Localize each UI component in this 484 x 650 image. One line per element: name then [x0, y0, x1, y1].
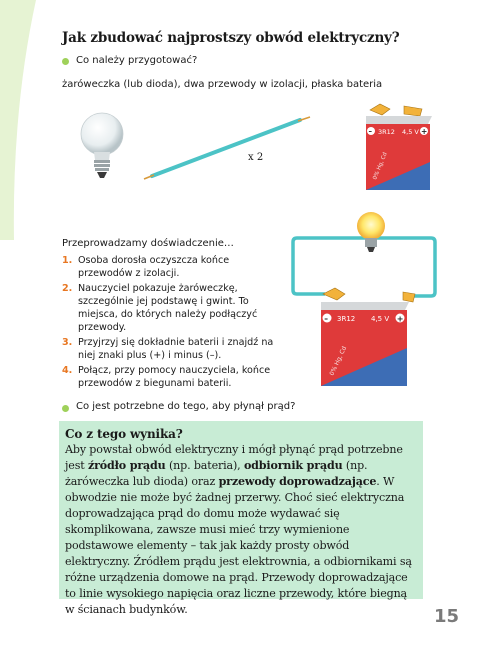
minus-sign: –	[368, 127, 372, 136]
materials-list: żaróweczka (lub dioda), dwa przewody w izolacji, płaska bateria	[62, 79, 383, 90]
term-receiver: odbiornik prądu	[243, 459, 343, 472]
step-number: 4.	[62, 365, 73, 376]
page-title: Jak zbudować najprostszy obwód elektryczny?	[62, 30, 400, 46]
plus-sign: +	[396, 314, 404, 324]
light-bulb-icon	[72, 110, 132, 190]
wire-icon	[140, 110, 315, 185]
battery-voltage: 4,5 V	[371, 315, 390, 323]
term-wires: przewody doprowadzające	[218, 475, 377, 488]
battery-model: 3R12	[378, 128, 395, 136]
battery-icon	[321, 288, 415, 386]
battery-voltage: 4,5 V	[402, 128, 419, 136]
step-text: Przyjrzyj się dokładnie baterii i znajdź na niej znaki plus (+) i minus (–).	[78, 337, 274, 361]
experiment-intro: Przeprowadzamy doświadczenie…	[62, 238, 234, 249]
plus-sign: +	[421, 127, 428, 136]
step-item	[62, 254, 280, 280]
question-prepare: Co należy przygotować?	[76, 55, 198, 66]
experiment-steps	[62, 254, 280, 392]
step-item	[62, 364, 280, 390]
summary-box	[59, 421, 423, 616]
battery-side-text: 0% Hg, Cd	[372, 151, 389, 181]
decorative-green-arc	[0, 0, 70, 240]
wire-count: x 2	[248, 152, 264, 163]
battery-side-text: 0% Hg, Cd	[328, 345, 349, 377]
page-number: 15	[434, 606, 460, 627]
summary-text: Aby powstał obwód elektryczny i mógł płynąć prąd potrzebne jest źródło prądu (np. bateria), odbiornik prądu (np. żaróweczka lub dioda) oraz przewody doprowadzające. W obwodzie nie może być żadnej przerwy. Choć sieć elektryczna doprowadzająca prąd do domu może wydawać się skomplikowana, zawsze musi mieć trzy wymienione podstawowe elementy – tak jak każdy prosty obwód elektryczny. Źródłem prądu jest elektrownia, a odbiornikami są różne urządzenia domowe na prąd. Przewody doprowadzające to linie wysokiego napięcia oraz liczne przewody, które biegną w ścianach budynków.	[65, 443, 412, 616]
minus-sign: –	[324, 314, 329, 323]
step-number: 1.	[62, 255, 73, 266]
circuit-illustration	[285, 208, 445, 398]
step-item	[62, 282, 280, 334]
battery-model: 3R12	[337, 315, 356, 323]
step-number: 3.	[62, 337, 73, 348]
step-number: 2.	[62, 283, 73, 294]
term-source: źródło prądu	[87, 459, 166, 472]
step-text: Połącz, przy pomocy nauczyciela, końce przewodów z biegunami baterii.	[78, 365, 271, 389]
battery-icon	[360, 100, 440, 195]
step-text: Nauczyciel pokazuje żaróweczkę, szczególnie jej podstawę i gwint. To miejsca, do których należy podłączyć przewody.	[78, 283, 258, 333]
bullet-icon	[62, 58, 69, 65]
question-current: Co jest potrzebne do tego, aby płynął prąd?	[76, 401, 296, 412]
step-text: Osoba dorosła oczyszcza końce przewodów z izolacji.	[78, 255, 230, 279]
step-item	[62, 336, 280, 362]
bullet-icon	[62, 405, 69, 412]
summary-heading: Co z tego wynika?	[65, 427, 183, 441]
